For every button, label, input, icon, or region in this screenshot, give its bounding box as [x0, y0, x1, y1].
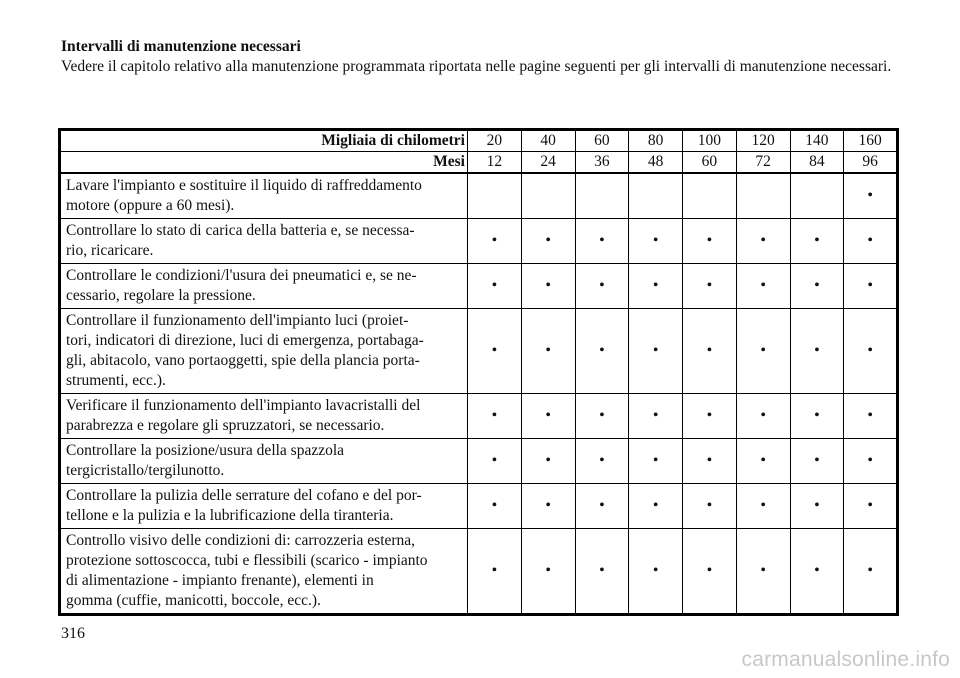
interval-dot: • [599, 562, 605, 579]
interval-dot: • [706, 232, 713, 249]
interval-dot: • [760, 562, 766, 579]
interval-cell [629, 439, 683, 484]
interval-dot: • [652, 232, 659, 249]
months-label: Mesi [60, 152, 468, 174]
interval-dot: • [760, 497, 766, 514]
interval-dot: • [491, 277, 498, 294]
interval-cell [844, 439, 898, 484]
interval-cell [736, 439, 790, 484]
interval-dot: • [491, 407, 498, 424]
interval-dot: • [545, 232, 551, 249]
km-value: 160 [844, 130, 898, 152]
interval-dot: • [652, 497, 659, 514]
km-header-row [60, 130, 898, 152]
task-description-line: Controllare la pulizia delle serrature del cofano e del por- [66, 487, 422, 504]
task-description-line: tellone e la pulizia e la lubrificazione della tiranteria. [66, 507, 394, 524]
interval-cell [575, 264, 629, 309]
interval-dot: • [814, 562, 820, 579]
interval-dot: • [491, 562, 498, 579]
km-value: 40 [521, 130, 575, 152]
interval-dot: • [814, 277, 820, 294]
interval-cell [468, 173, 522, 219]
interval-dot: • [652, 407, 659, 424]
maintenance-row [60, 529, 898, 615]
interval-cell [575, 173, 629, 219]
interval-dot: • [867, 407, 873, 424]
interval-dot: • [706, 407, 713, 424]
interval-cell [683, 173, 737, 219]
interval-cell [683, 529, 737, 615]
interval-cell [468, 439, 522, 484]
interval-cell [521, 173, 575, 219]
task-description [60, 309, 468, 394]
interval-cell [790, 439, 844, 484]
task-description [60, 439, 468, 484]
interval-cell [468, 309, 522, 394]
interval-dot: • [867, 452, 873, 469]
interval-cell [629, 264, 683, 309]
interval-dot: • [814, 407, 820, 424]
interval-cell [575, 394, 629, 439]
interval-cell [683, 309, 737, 394]
interval-cell [844, 309, 898, 394]
km-value: 80 [629, 130, 683, 152]
task-description-line: Controllare le condizioni/l'usura dei pneumatici e, se ne- [66, 267, 417, 284]
interval-dot: • [599, 232, 605, 249]
interval-cell [629, 309, 683, 394]
interval-cell [790, 484, 844, 529]
task-description-line: Controllo visivo delle condizioni di: carrozzeria esterna, [66, 532, 416, 549]
interval-dot: • [867, 277, 873, 294]
interval-dot: • [706, 497, 713, 514]
interval-cell [683, 219, 737, 264]
task-description-line: cessario, regolare la pressione. [66, 287, 256, 304]
interval-cell [575, 309, 629, 394]
interval-cell [629, 219, 683, 264]
km-value: 20 [468, 130, 522, 152]
interval-dot: • [491, 497, 498, 514]
task-description [60, 219, 468, 264]
interval-cell [844, 529, 898, 615]
maintenance-row [60, 219, 898, 264]
interval-dot: • [599, 407, 605, 424]
interval-cell [521, 309, 575, 394]
task-description-line: Controllare lo stato di carica della batteria e, se necessa- [66, 222, 415, 239]
interval-cell [844, 173, 898, 219]
interval-cell [790, 394, 844, 439]
interval-dot: • [867, 187, 873, 204]
interval-cell [844, 394, 898, 439]
interval-cell [736, 173, 790, 219]
interval-cell [521, 264, 575, 309]
maintenance-row [60, 173, 898, 219]
interval-cell [468, 219, 522, 264]
interval-cell [521, 394, 575, 439]
interval-dot: • [760, 232, 766, 249]
task-description-line: Lavare l'impianto e sostituire il liquido di raffreddamento [66, 177, 422, 194]
interval-cell [736, 264, 790, 309]
interval-dot: • [760, 407, 766, 424]
interval-dot: • [545, 277, 551, 294]
interval-dot: • [652, 452, 659, 469]
task-description-line: tori, indicatori di direzione, luci di emergenza, portabaga- [66, 332, 424, 349]
interval-cell [629, 173, 683, 219]
task-description-line: gli, abitacolo, vano portaoggetti, spie della plancia porta- [66, 352, 420, 369]
interval-dot: • [814, 232, 820, 249]
task-description-line: di alimentazione - impianto frenante), elementi in [66, 572, 374, 589]
interval-dot: • [545, 342, 551, 359]
interval-cell [575, 484, 629, 529]
interval-cell [468, 529, 522, 615]
interval-cell [521, 484, 575, 529]
interval-cell [468, 484, 522, 529]
interval-dot: • [814, 342, 820, 359]
maintenance-row [60, 264, 898, 309]
interval-dot: • [545, 452, 551, 469]
interval-dot: • [706, 277, 713, 294]
interval-dot: • [545, 562, 551, 579]
interval-cell [736, 309, 790, 394]
maintenance-row [60, 484, 898, 529]
interval-cell [790, 264, 844, 309]
interval-cell [683, 264, 737, 309]
interval-cell [736, 484, 790, 529]
interval-dot: • [706, 562, 713, 579]
interval-cell [736, 394, 790, 439]
interval-dot: • [599, 497, 605, 514]
months-value: 96 [844, 152, 898, 174]
interval-cell [790, 309, 844, 394]
task-description [60, 394, 468, 439]
months-value: 48 [629, 152, 683, 174]
intro-paragraph: Vedere il capitolo relativo alla manutenzione programmata riportata nelle pagine seguenti per gli intervalli di manutenzione necessari. [61, 58, 892, 75]
interval-cell [844, 484, 898, 529]
interval-cell [790, 529, 844, 615]
maintenance-row [60, 394, 898, 439]
task-description [60, 484, 468, 529]
interval-cell [575, 219, 629, 264]
interval-cell [575, 439, 629, 484]
interval-cell [790, 173, 844, 219]
interval-cell [629, 484, 683, 529]
interval-cell [575, 529, 629, 615]
interval-dot: • [867, 562, 873, 579]
page-number: 316 [61, 625, 85, 642]
months-header-row [60, 152, 898, 174]
interval-dot: • [814, 497, 820, 514]
interval-cell [521, 219, 575, 264]
task-description-line: Controllare la posizione/usura della spazzola [66, 442, 345, 459]
interval-cell [629, 394, 683, 439]
interval-dot: • [599, 277, 605, 294]
interval-cell [736, 529, 790, 615]
maintenance-row [60, 439, 898, 484]
interval-cell [844, 264, 898, 309]
task-description-line: Controllare il funzionamento dell'impianto luci (proiet- [66, 312, 409, 329]
months-value: 84 [790, 152, 844, 174]
task-description [60, 173, 468, 219]
interval-dot: • [652, 342, 659, 359]
km-value: 100 [683, 130, 737, 152]
km-value: 120 [736, 130, 790, 152]
months-value: 24 [521, 152, 575, 174]
interval-dot: • [491, 452, 498, 469]
task-description-line: rio, ricaricare. [66, 242, 154, 259]
interval-dot: • [867, 232, 873, 249]
interval-cell [683, 484, 737, 529]
task-description [60, 264, 468, 309]
task-description-line: gomma (cuffie, manicotti, boccole, ecc.). [66, 592, 321, 609]
interval-cell [736, 219, 790, 264]
interval-dot: • [491, 232, 498, 249]
interval-cell [683, 439, 737, 484]
interval-dot: • [760, 342, 766, 359]
interval-cell [521, 529, 575, 615]
interval-cell [683, 394, 737, 439]
task-description-line: strumenti, ecc.). [66, 372, 166, 389]
km-value: 60 [575, 130, 629, 152]
months-value: 60 [683, 152, 737, 174]
interval-dot: • [760, 277, 766, 294]
interval-cell [468, 394, 522, 439]
km-label: Migliaia di chilometri [60, 130, 468, 152]
interval-dot: • [545, 497, 551, 514]
interval-dot: • [706, 452, 713, 469]
months-value: 72 [736, 152, 790, 174]
interval-dot: • [867, 342, 873, 359]
task-description-line: protezione sottoscocca, tubi e flessibili (scarico - impianto [66, 552, 428, 569]
task-description [60, 529, 468, 615]
interval-cell [790, 219, 844, 264]
km-value: 140 [790, 130, 844, 152]
interval-dot: • [599, 342, 605, 359]
task-description-line: tergicristallo/tergilunotto. [66, 462, 225, 479]
maintenance-row [60, 309, 898, 394]
section-title: Intervalli di manutenzione necessari [61, 38, 301, 55]
interval-cell [468, 264, 522, 309]
task-description-line: Verificare il funzionamento dell'impianto lavacristalli del [66, 397, 421, 414]
interval-dot: • [706, 342, 713, 359]
months-value: 36 [575, 152, 629, 174]
interval-dot: • [491, 342, 498, 359]
interval-cell [521, 439, 575, 484]
interval-dot: • [867, 497, 873, 514]
months-value: 12 [468, 152, 522, 174]
interval-dot: • [599, 452, 605, 469]
interval-dot: • [814, 452, 820, 469]
maintenance-table [58, 128, 899, 616]
interval-dot: • [652, 277, 659, 294]
interval-dot: • [652, 562, 659, 579]
interval-cell [629, 529, 683, 615]
watermark: carmanualsonline.info [741, 648, 950, 671]
interval-dot: • [760, 452, 766, 469]
interval-cell [844, 219, 898, 264]
interval-dot: • [545, 407, 551, 424]
task-description-line: parabrezza e regolare gli spruzzatori, se necessario. [66, 417, 385, 434]
task-description-line: motore (oppure a 60 mesi). [66, 197, 235, 214]
